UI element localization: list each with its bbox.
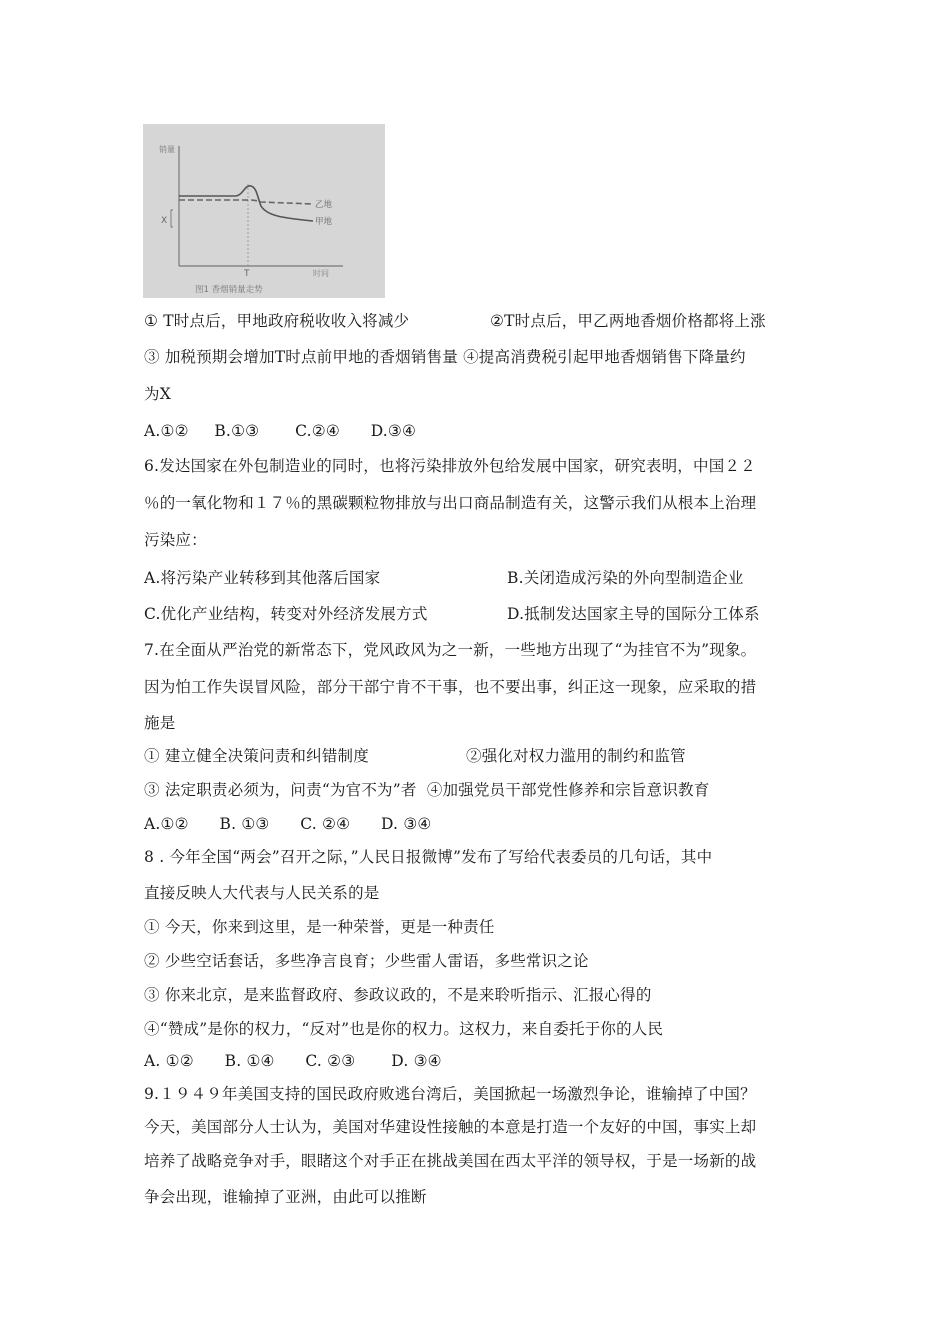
q8-choices: A. ①② B. ①④ C. ②③ D. ③④ [144, 1052, 442, 1070]
q7-option-1: ① 建立健全决策问责和纠错制度 [144, 747, 369, 765]
q9-stem-line-4: 争会出现，谁输掉了亚洲，由此可以推断 [144, 1188, 427, 1206]
sales-trend-chart [143, 124, 385, 298]
q8-option-4: ④“赞成”是你的权力，“反对”也是你的权力。这权力，来自委托于你的人民 [144, 1020, 664, 1038]
q8-stem-line-2: 直接反映人大代表与人民关系的是 [144, 884, 380, 902]
q5-option-1: ① T时点后，甲地政府税收收入将减少 [144, 312, 410, 330]
q5-choices: A.①② B.①③ C.②④ D.③④ [144, 422, 417, 440]
q8-stem-line-1: 8 . 今年全国“两会”召开之际，”人民日报微博”发布了写给代表委员的几句话，其中 [144, 848, 713, 866]
sales-trend-figure [143, 124, 385, 298]
y-axis-label: 销量 [159, 145, 175, 154]
t-label: T [244, 269, 250, 279]
q9-stem-line-3: 培养了战略竞争对手，眼睹这个对手正在挑战美国在西太平洋的领导权，于是一场新的战 [144, 1152, 757, 1170]
q5-option-2: ②T时点后，甲乙两地香烟价格都将上涨 [490, 312, 766, 330]
figure-caption: 图1 香烟销量走势 [195, 285, 263, 295]
q6-stem-line-1: 6.发达国家在外包制造业的同时，也将污染排放外包给发展中国家，研究表明，中国２２ [144, 457, 756, 475]
q6-option-d: D.抵制发达国家主导的国际分工体系 [507, 605, 760, 623]
q7-stem-line-3: 施是 [144, 714, 176, 732]
series-yi [179, 200, 313, 204]
series-jia [179, 186, 313, 221]
q7-stem-line-2: 因为怕工作失误冒风险，部分干部宁肯不干事，也不要出事，纠正这一现象，应采取的措 [144, 678, 757, 696]
x-axis-label: 时间 [313, 269, 329, 278]
q7-option-3: ③ 法定职责必须为，问责“为官不为”者 ④加强党员干部党性修养和宗旨意识教育 [144, 781, 710, 799]
q6-option-a: A.将污染产业转移到其他落后国家 [144, 569, 381, 587]
q9-stem-line-2: 今天，美国部分人士认为，美国对华建设性接触的本意是打造一个友好的中国，事实上却 [144, 1118, 757, 1136]
q7-option-2: ②强化对权力滥用的制约和监管 [466, 747, 686, 765]
q6-stem-line-2: ％的一氧化物和１７％的黑碳颗粒物排放与出口商品制造有关，这警示我们从根本上治理 [144, 494, 757, 512]
x-bracket-label: X [161, 216, 168, 226]
q5-option-3-cont: 为X [144, 385, 171, 403]
q7-choices: A.①② B. ①③ C. ②④ D. ③④ [144, 815, 432, 833]
legend-yi: 乙地 [315, 200, 333, 210]
x-bracket [171, 210, 173, 227]
legend-jia: 甲地 [315, 217, 333, 227]
q6-option-b: B.关闭造成污染的外向型制造企业 [507, 569, 744, 587]
q6-stem-line-3: 污染应： [144, 531, 207, 549]
q7-stem-line-1: 7.在全面从严治党的新常态下，党风政风为之一新，一些地方出现了“为挂官不为”现象。 [144, 641, 757, 659]
q8-option-2: ② 少些空话套话，多些净言良育；少些雷人雷语，多些常识之论 [144, 952, 589, 970]
q8-option-1: ① 今天，你来到这里，是一种荣誉，更是一种责任 [144, 918, 495, 936]
q8-option-3: ③ 你来北京，是来监督政府、参政议政的，不是来聆听指示、汇报心得的 [144, 986, 652, 1004]
q5-option-3: ③ 加税预期会增加T时点前甲地的香烟销售量 ④提高消费税引起甲地香烟销售下降量约 [144, 348, 746, 366]
q9-stem-line-1: 9.１９４９年美国支持的国民政府败逃台湾后，美国掀起一场激烈争论，谁输掉了中国？ [144, 1085, 756, 1103]
q6-option-c: C.优化产业结构，转变对外经济发展方式 [144, 605, 428, 623]
